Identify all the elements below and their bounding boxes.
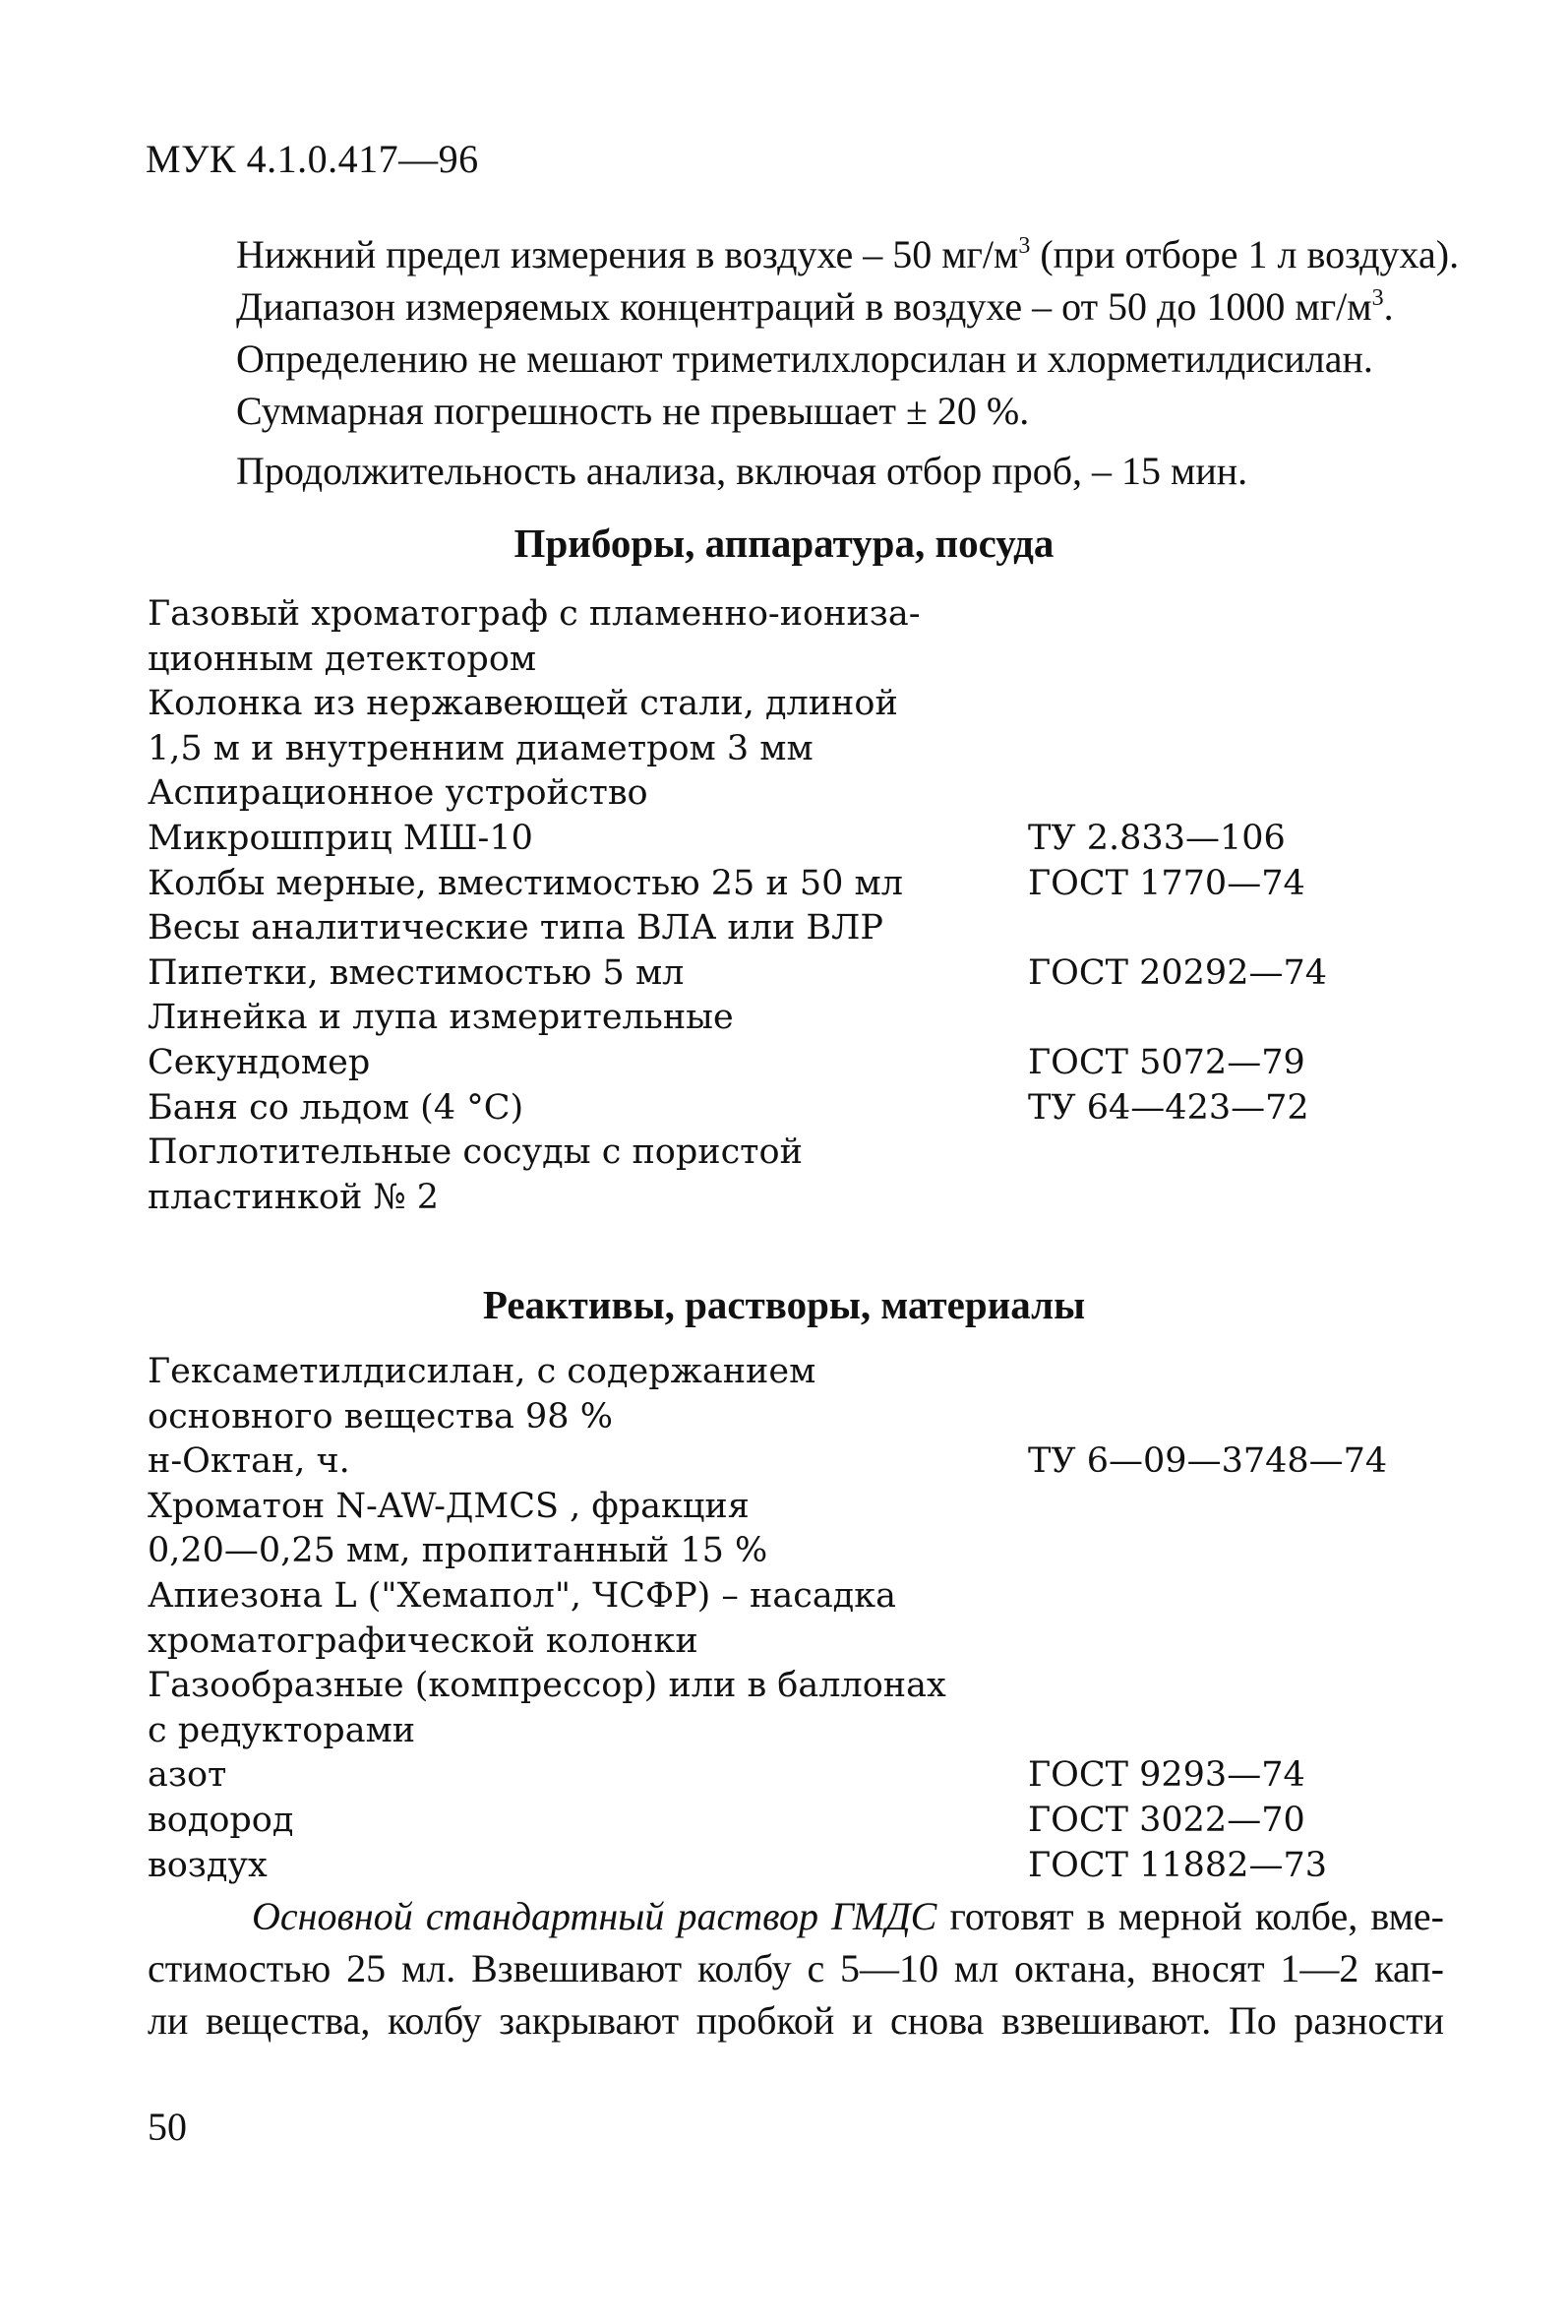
reagents-list [148,1350,1426,1888]
list-item [148,1664,1426,1753]
list-item [148,1131,1426,1220]
list-item [148,1485,1426,1664]
unit-superscript: 3 [1018,233,1031,259]
list-item [148,771,1426,817]
item-standard-ref: ГОСТ 3022—70 [1028,1800,1305,1840]
preparation-term: Основной стандартный раствор ГМДС [252,1894,937,1938]
item-name: Хроматон N-AW-ДМCS , фракция 0,20—0,25 мм, пропитанный 15 % Апиезона L ("Хемапол", ЧСФР) – насадка хроматографической колонки [148,1486,896,1661]
item-name: Поглотительные сосуды с пористой пластинкой № 2 [148,1132,803,1217]
item-standard-ref: ГОСТ 11882—73 [1028,1845,1327,1885]
item-standard-ref: ГОСТ 20292—74 [1028,952,1327,993]
range-text: Диапазон измеряемых концентраций в воздухе – от 50 до 1000 мг/м [236,284,1372,329]
item-standard-ref: ТУ 2.833—106 [1028,818,1286,858]
list-item [148,1753,1426,1799]
lower-limit-sampling: (при отборе 1 л воздуха). [1040,232,1460,276]
item-name: н-Октан, ч. [148,1441,350,1482]
duration-line: Продолжительность анализа, включая отбор проб, – 15 мин. [236,449,1248,493]
item-name: азот [148,1755,227,1796]
equipment-heading: Приборы, аппаратура, посуда [513,520,1055,566]
item-name: Аспирационное устройство [148,773,648,814]
preparation-line-2: стимостью 25 мл. Взвешивают колбу с 5—10 мл октана, вносят 1—2 кап- [148,1946,1444,1990]
interference-line: Определению не мешают триметилхлорсилан и хлорметилдисилан. [236,336,1373,381]
item-name: Гексаметилдисилан, с содержанием основного вещества 98 % [148,1352,816,1437]
item-name: Газообразные (компрессор) или в баллонах с редукторами [148,1666,946,1750]
item-name: Колбы мерные, вместимостью 25 и 50 мл [148,863,904,903]
page-number: 50 [148,2105,187,2149]
lower-limit-text: Нижний предел измерения в воздухе – 50 мг/м [236,232,1019,276]
list-item [148,1041,1426,1086]
item-name: водород [148,1800,294,1840]
item-name: воздух [148,1845,268,1885]
reagents-heading: Реактивы, растворы, материалы [482,1282,1086,1327]
item-standard-ref: ТУ 6—09—3748—74 [1028,1441,1388,1482]
range-line [236,280,1446,333]
item-standard-ref: ГОСТ 9293—74 [1028,1755,1305,1796]
item-name: Линейка и лупа измерительные [148,998,734,1038]
list-item [148,906,1426,951]
list-item [148,682,1426,771]
item-name: Колонка из нержавеющей стали, длиной 1,5 м и внутренним диаметром 3 мм [148,684,898,768]
range-period: . [1383,284,1394,329]
lower-limit-line [236,228,1460,280]
unit-superscript: 3 [1371,285,1384,311]
list-item [148,1799,1426,1844]
item-name: Пипетки, вместимостью 5 мл [148,952,685,993]
list-item [148,1350,1426,1439]
list-item [148,1086,1426,1131]
preparation-line-1 [148,1890,1444,1942]
item-standard-ref: ГОСТ 1770—74 [1028,863,1305,903]
error-line: Суммарная погрешность не превышает ± 20 %. [236,389,1030,433]
preparation-line-1-rest: готовят в мерной колбе, вме- [936,1894,1445,1938]
item-name: Газовый хроматограф с пламенно-иониза- ционным детектором [148,594,921,679]
method-characteristics [236,228,1460,497]
preparation-paragraph [148,1890,1444,2047]
item-name: Секундомер [148,1042,371,1082]
list-item [148,1439,1426,1485]
list-item [148,951,1426,997]
list-item [148,996,1426,1041]
document-code-header: МУК 4.1.0.417—96 [146,137,479,181]
preparation-line-3: ли вещества, колбу закрывают пробкой и снова взвешивают. По разности [148,1998,1444,2043]
list-item [148,862,1426,907]
item-standard-ref: ГОСТ 5072—79 [1028,1042,1305,1082]
list-item [148,1844,1426,1889]
item-name: Весы аналитические типа ВЛА или ВЛР [148,908,883,948]
item-name: Баня со льдом (4 °С) [148,1087,524,1128]
equipment-list [148,592,1426,1220]
item-standard-ref: ТУ 64—423—72 [1028,1087,1309,1128]
list-item [148,592,1426,682]
item-name: Микрошприц МШ-10 [148,818,533,858]
list-item [148,817,1426,862]
